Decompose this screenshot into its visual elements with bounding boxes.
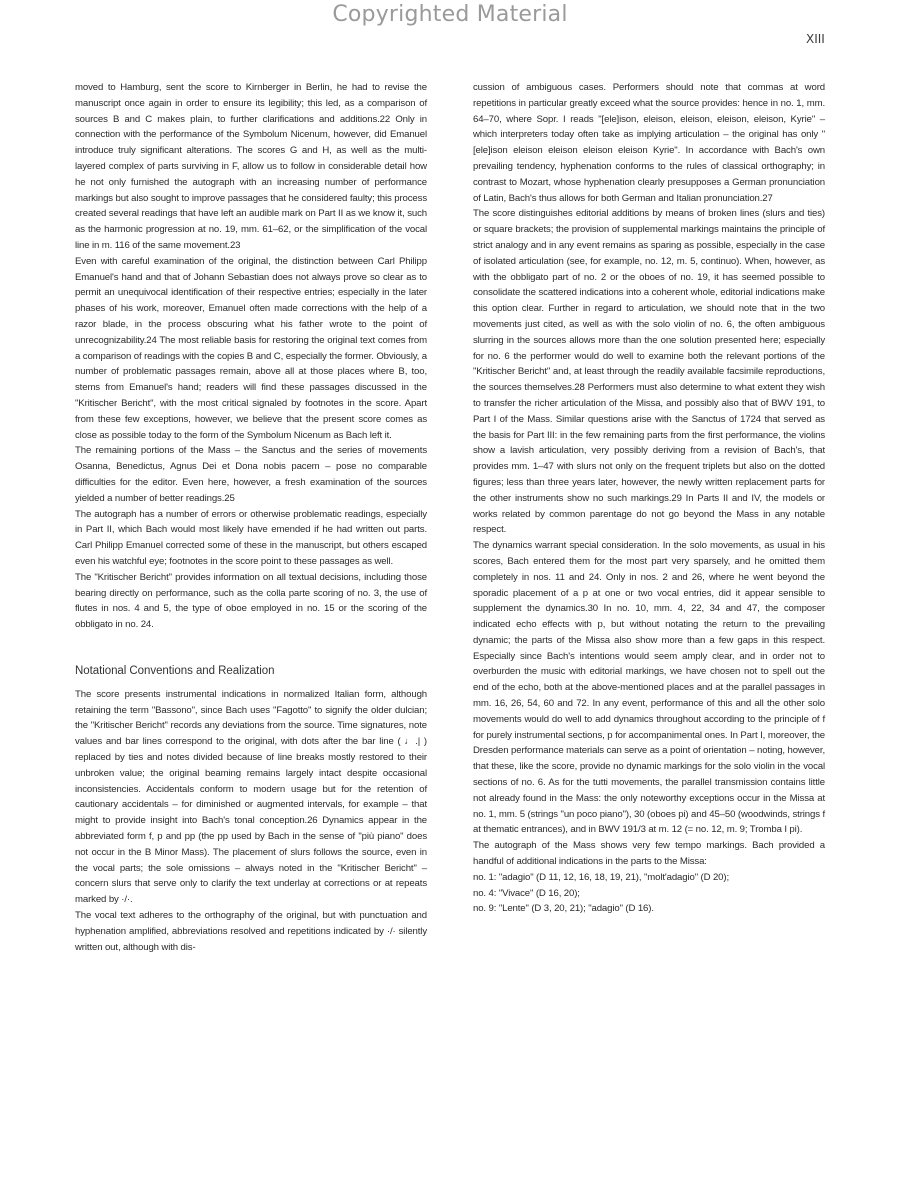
left-paragraph-3: The remaining portions of the Mass – the Sanctus and the series of movements Osanna, Benedictus, Agnus Dei et Dona nobis pacem – pose no comparable difficulties for the editor. Even here, however, a fresh examination of the sources yielded a number of better readings.25: [75, 445, 427, 504]
section-heading: Notational Conventions and Realization: [75, 664, 275, 677]
right-paragraph-4: The autograph of the Mass shows very few tempo markings. Bach provided a handful of additional indications in the parts to the Missa:: [473, 840, 825, 868]
left-paragraph-5: The "Kritischer Bericht" provides information on all textual decisions, including those bearing directly on performance, such as the colla parte scoring of no. 3, the use of flutes in nos. 4 and 5, the type of oboe employed in no. 15 or the scoring of the obbligato in no. 24.: [75, 571, 427, 631]
page-number: XIII: [806, 32, 825, 46]
right-paragraph-2: The score distinguishes editorial additions by means of broken lines (slurs and ties) or square brackets; the provision of supplemental markings maintains the principle of strict analogy and in any event remains as sparing as possible, especially in the case of isolated articulation (see, for example, no. 12, m. 5, continuo). When, however, as with the obbligato part of no. 2 or the oboes of no. 19, it has seemed possible to consolidate the scattered indications into a coherent whole, editorial indications make this option clear. Further in regard to articulation, we should note that in the two movements just cited, as well as with the solo violin of no. 6, the often ambiguous slurring in the sources allows more than the one solution presented here; especially for no. 6 the performer would do well to examine both the relevant portions of the "Kritischer Bericht" and, at least through the readily available facsimile reproductions, the sources themselves.28 Performers must also determine to what extent they wish to transfer the richer articulation of the Missa, and possibly also that of BWV 191, to Part I of the Mass. Similar questions arise with the Sanctus of 1724 that served as the basis for Part III: in the few remaining parts from the first performance, the violins show a lavish articulation, very possibly deriving from a revision of Bach's, that provides mm. 1–47 with slurs not only on the frequent triplets but also on the dotted figures; less than three years later, however, the newly written replacement parts for the other instruments show no such markings.29 In Parts II and IV, the models or works related by common parentage do not go beyond the Mass in any notable respect.: [473, 208, 825, 536]
right-paragraph-1: cussion of ambiguous cases. Performers should note that commas at word repetitions in particular greatly exceed what the source provides: hence in no. 1, mm. 64–70, where Sopr. I reads "[ele]ison, eleison, eleison, eleison, eleison, Kyrie" – which interpreters today often take as implying articulation – the original has only "[ele]ison eleison eleison eleison eleison Kyrie". In accordance with Bach's own prevailing tendency, hyphenation conforms to the rules of classical orthography; in contrast to Mozart, whose hyphenation clearly presupposes a German pronunciation of Latin, Bach's thus allows for both German and Italian pronunciation.27: [473, 82, 825, 204]
right-paragraph-3: The dynamics warrant special consideration. In the solo movements, as usual in his scores, Bach entered them for the most part very sparsely, and he omitted them completely in nos. 11 and 24. Only in nos. 2 and 26, where he went beyond the sporadic placement of a p at one or two vocal entries, did it appear sensible to supplement the dynamics.30 In no. 10, mm. 4, 22, 34 and 47, the composer indicated echo effects with p, but without notating the return to the prevailing dynamic; the parts of the Missa also show more than a few gaps in this respect. Especially since Bach's intentions would seem amply clear, and in order not to overburden the music with editorial markings, we have chosen not to spell out the end of the echo, both at the above-mentioned places and at the parallel passages in mm. 16, 26, 54, 60 and 72. In any event, performance of this and all the other solo movements would do well to add dynamics throughout according to the principle of f for purely instrumental sections, p for accompanimental ones. In Part I, moreover, the Dresden performance materials can serve as a point of orientation – noting, however, that these, like the score, provide no dynamic markings for the solo violin in the vocal sections of no. 6. As for the tutti movements, the parallel transmission contains little not already found in the Mass: the only noteworthy exceptions occur in the Missa at no. 1, mm. 5 (strings "un poco piano"), 30 (oboes pi) and 45–50 (woodwinds, strings f at thematic entrances), and in BWV 191/3 at m. 12 (= no. 12, m. 9; Tromba I pi).: [473, 540, 825, 836]
tempo-list-item: no. 9: "Lente" (D 3, 20, 21); "adagio" (D 16).: [473, 903, 654, 915]
right-column: [473, 80, 825, 917]
left-paragraph-1: moved to Hamburg, sent the score to Kirnberger in Berlin, he had to revise the manuscript once again in order to ensure its legibility; this led, as a comparison of sources B and C makes plain, to further clarifications and additions.22 Only in connection with the performance of the Symbolum Nicenum, however, did Emanuel introduce truly significant alterations. The scores G and H, as well as the multi-layered complex of parts surviving in F, allow us to follow in considerable detail how he not only furnished the autograph with an increasing number of performance markings but also sought to improve passages that he considered faulty; this process created several readings that have left an audible mark on Part II as we know it, such as the harmonic progression at no. 19, mm. 61–62, or the simplification of the vocal line in m. 116 of the same movement.23: [75, 82, 427, 251]
left-paragraph-4: The autograph has a number of errors or otherwise problematic readings, especially in Part II, which Bach would most likely have emended if he had written out parts. Carl Philipp Emanuel corrected some of these in the manuscript, but others escaped even his watchful eye; footnotes in the score point to these passages as well.: [75, 508, 427, 567]
tempo-list-item: no. 1: "adagio" (D 11, 12, 16, 18, 19, 21), "molt'adagio" (D 20);: [473, 871, 729, 883]
copyright-watermark: Copyrighted Material: [332, 2, 568, 27]
tempo-list-item: no. 4: "Vivace" (D 16, 20);: [473, 887, 580, 899]
left-column: [75, 80, 427, 955]
left-paragraph-2: Even with careful examination of the original, the distinction between Carl Philipp Emanuel's hand and that of Johann Sebastian does not always prove so clear as to permit an unequivocal identification of their respective entries; especially in the later phases of his work, moreover, Emanuel often made corrections with the help of a razor blade, in the process obscuring what his father wrote to the point of unrecognizability.24 The most reliable basis for restoring the original text comes from a comparison of readings with the copies B and C, especially the former. Obviously, a number of problematic passages remain, above all at those places where B, too, stems from Emanuel's hand; readers will find these passages discussed in the "Kritischer Bericht", with the most critical signaled by footnotes in the score. Apart from these few exceptions, however, we believe that the present score comes as close as possible today to the form of the Symbolum Nicenum as Bach left it.: [75, 255, 427, 441]
left-paragraph-6: The score presents instrumental indications in normalized Italian form, although retaining the term "Bassono", since Bach uses "Fagotto" to signify the older dulcian; the "Kritischer Bericht" records any deviations from the source. Time signatures, note values and bar lines correspond to the original, with dots after the bar line ( ♩.| ) replaced by ties and notes divided because of line breaks mostly restored to their unbroken value; the original beaming remains largely intact despite occasional inconsistencies. Accidentals conform to modern usage but for the retention of cautionary accidentals – for diminished or augmented intervals, for example – that might to provide insight into Bach's tonal conception.26 Dynamics appear in the abbreviated form f, p and pp (the pp used by Bach in the sense of "più piano" does not occur in the B Minor Mass). The placement of slurs follows the source, even in the vocal parts; the sole omissions – always noted in the "Kritischer Bericht" – concern slurs that serve only to clarify the text underlay at corrections or at repeats marked by ·/·.: [75, 688, 427, 906]
left-paragraph-7: The vocal text adheres to the orthography of the original, but with punctuation and hyphenation amplified, abbreviations resolved and repetitions indicated by ·/· silently written out, although with dis-: [75, 910, 427, 953]
